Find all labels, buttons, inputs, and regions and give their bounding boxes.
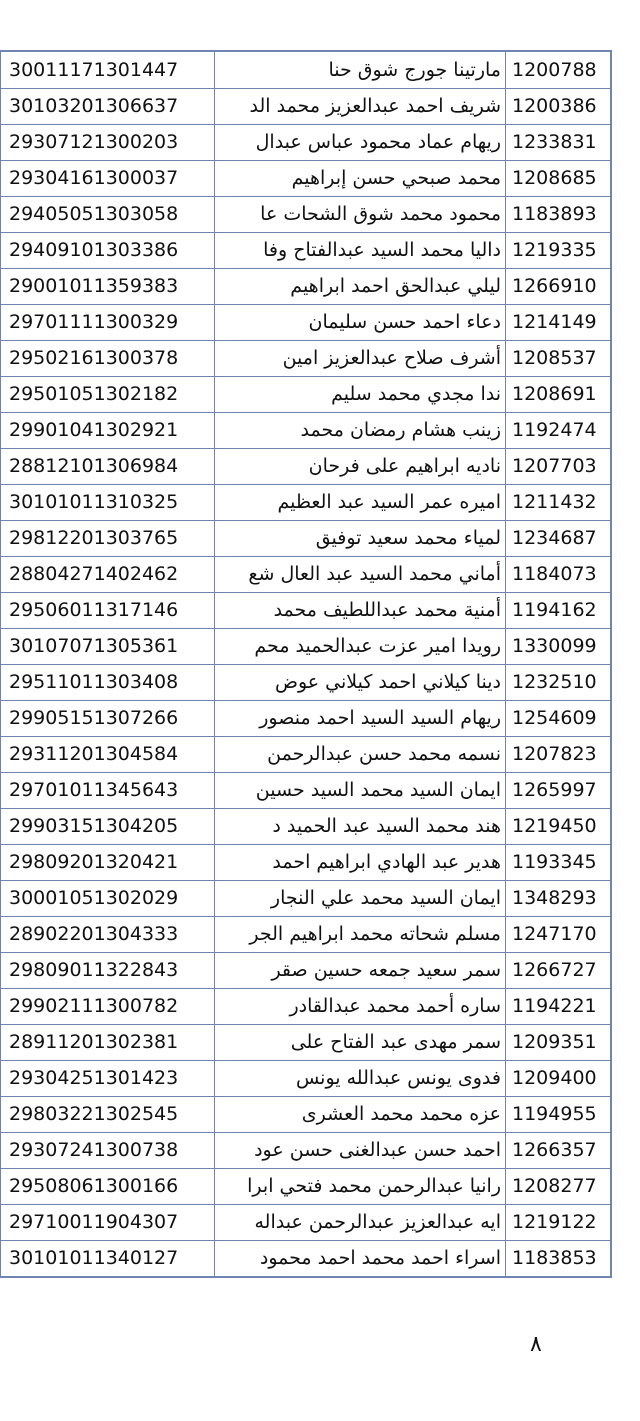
national-id-cell: 29307241300738 bbox=[1, 1132, 215, 1168]
national-id-cell: 30011171301447 bbox=[1, 52, 215, 88]
code-cell: 1194221 bbox=[506, 988, 611, 1024]
code-cell: 1330099 bbox=[506, 628, 611, 664]
code-cell: 1193345 bbox=[506, 844, 611, 880]
table-row bbox=[1, 412, 611, 448]
name-cell: محمد صبحي حسن إبراهيم bbox=[215, 160, 506, 196]
code-cell: 1208685 bbox=[506, 160, 611, 196]
table-row bbox=[1, 880, 611, 916]
table-row bbox=[1, 196, 611, 232]
name-cell: محمود محمد شوق الشحات عا bbox=[215, 196, 506, 232]
code-cell: 1265997 bbox=[506, 772, 611, 808]
code-cell: 1234687 bbox=[506, 520, 611, 556]
name-cell: ايه عبدالعزيز عبدالرحمن عبداله bbox=[215, 1204, 506, 1240]
table-row bbox=[1, 124, 611, 160]
code-cell: 1207823 bbox=[506, 736, 611, 772]
table-row bbox=[1, 808, 611, 844]
national-id-cell: 29701011345643 bbox=[1, 772, 215, 808]
national-id-cell: 29812201303765 bbox=[1, 520, 215, 556]
table-row bbox=[1, 1024, 611, 1060]
table-row bbox=[1, 664, 611, 700]
code-cell: 1266357 bbox=[506, 1132, 611, 1168]
table-row bbox=[1, 1132, 611, 1168]
national-id-cell: 29501051302182 bbox=[1, 376, 215, 412]
national-id-cell: 29901041302921 bbox=[1, 412, 215, 448]
national-id-cell: 30101011310325 bbox=[1, 484, 215, 520]
national-id-cell: 30101011340127 bbox=[1, 1240, 215, 1276]
table-row bbox=[1, 700, 611, 736]
name-cell: ريهام عماد محمود عباس عبدال bbox=[215, 124, 506, 160]
national-id-cell: 29809011322843 bbox=[1, 952, 215, 988]
national-id-cell: 29803221302545 bbox=[1, 1096, 215, 1132]
national-id-cell: 29304251301423 bbox=[1, 1060, 215, 1096]
name-cell: أماني محمد السيد عبد العال شع bbox=[215, 556, 506, 592]
name-cell: دعاء احمد حسن سليمان bbox=[215, 304, 506, 340]
code-cell: 1200386 bbox=[506, 88, 611, 124]
name-cell: رويدا امير عزت عبدالحميد محم bbox=[215, 628, 506, 664]
name-cell: هند محمد السيد عبد الحميد د bbox=[215, 808, 506, 844]
table-row bbox=[1, 1060, 611, 1096]
table-row bbox=[1, 916, 611, 952]
table-row bbox=[1, 484, 611, 520]
table-row bbox=[1, 304, 611, 340]
national-id-cell: 29405051303058 bbox=[1, 196, 215, 232]
national-id-cell: 28804271402462 bbox=[1, 556, 215, 592]
employee-table bbox=[0, 50, 612, 1278]
national-id-cell: 29307121300203 bbox=[1, 124, 215, 160]
name-cell: ساره أحمد محمد عبدالقادر bbox=[215, 988, 506, 1024]
code-cell: 1219122 bbox=[506, 1204, 611, 1240]
table-row bbox=[1, 952, 611, 988]
table-row bbox=[1, 556, 611, 592]
table-row bbox=[1, 520, 611, 556]
code-cell: 1194955 bbox=[506, 1096, 611, 1132]
name-cell: هدير عبد الهادي ابراهيم احمد bbox=[215, 844, 506, 880]
name-cell: لمياء محمد سعيد توفيق bbox=[215, 520, 506, 556]
table-row bbox=[1, 844, 611, 880]
name-cell: داليا محمد السيد عبدالفتاح وفا bbox=[215, 232, 506, 268]
code-cell: 1247170 bbox=[506, 916, 611, 952]
code-cell: 1192474 bbox=[506, 412, 611, 448]
code-cell: 1266910 bbox=[506, 268, 611, 304]
name-cell: أمنية محمد عبداللطيف محمد bbox=[215, 592, 506, 628]
code-cell: 1209351 bbox=[506, 1024, 611, 1060]
name-cell: مسلم شحاته محمد ابراهيم الجر bbox=[215, 916, 506, 952]
code-cell: 1232510 bbox=[506, 664, 611, 700]
table-row bbox=[1, 1204, 611, 1240]
national-id-cell: 28902201304333 bbox=[1, 916, 215, 952]
national-id-cell: 29905151307266 bbox=[1, 700, 215, 736]
table-row bbox=[1, 268, 611, 304]
code-cell: 1348293 bbox=[506, 880, 611, 916]
name-cell: ايمان السيد محمد السيد حسين bbox=[215, 772, 506, 808]
code-cell: 1183853 bbox=[506, 1240, 611, 1276]
national-id-cell: 29311201304584 bbox=[1, 736, 215, 772]
table-row bbox=[1, 592, 611, 628]
code-cell: 1254609 bbox=[506, 700, 611, 736]
code-cell: 1208277 bbox=[506, 1168, 611, 1204]
table-row bbox=[1, 340, 611, 376]
name-cell: ليلي عبدالحق احمد ابراهيم bbox=[215, 268, 506, 304]
page-number: ٨ bbox=[530, 1332, 542, 1357]
name-cell: اسراء احمد محمد احمد محمود bbox=[215, 1240, 506, 1276]
national-id-cell: 28911201302381 bbox=[1, 1024, 215, 1060]
code-cell: 1266727 bbox=[506, 952, 611, 988]
name-cell: أشرف صلاح عبدالعزيز امين bbox=[215, 340, 506, 376]
table-row bbox=[1, 1168, 611, 1204]
code-cell: 1208691 bbox=[506, 376, 611, 412]
table-row bbox=[1, 88, 611, 124]
name-cell: عزه محمد محمد العشرى bbox=[215, 1096, 506, 1132]
code-cell: 1219450 bbox=[506, 808, 611, 844]
code-cell: 1214149 bbox=[506, 304, 611, 340]
name-cell: رانيا عبدالرحمن محمد فتحي ابرا bbox=[215, 1168, 506, 1204]
table-row bbox=[1, 160, 611, 196]
code-cell: 1184073 bbox=[506, 556, 611, 592]
national-id-cell: 29809201320421 bbox=[1, 844, 215, 880]
code-cell: 1200788 bbox=[506, 52, 611, 88]
national-id-cell: 29001011359383 bbox=[1, 268, 215, 304]
table-row bbox=[1, 628, 611, 664]
table-row bbox=[1, 1096, 611, 1132]
national-id-cell: 29701111300329 bbox=[1, 304, 215, 340]
national-id-cell: 29409101303386 bbox=[1, 232, 215, 268]
name-cell: دينا كيلاني احمد كيلاني عوض bbox=[215, 664, 506, 700]
name-cell: ندا مجدي محمد سليم bbox=[215, 376, 506, 412]
table-row bbox=[1, 232, 611, 268]
national-id-cell: 29511011303408 bbox=[1, 664, 215, 700]
name-cell: شريف احمد عبدالعزيز محمد الد bbox=[215, 88, 506, 124]
national-id-cell: 29508061300166 bbox=[1, 1168, 215, 1204]
national-id-cell: 29502161300378 bbox=[1, 340, 215, 376]
table-row bbox=[1, 376, 611, 412]
name-cell: نسمه محمد حسن عبدالرحمن bbox=[215, 736, 506, 772]
name-cell: مارتينا جورج شوق حنا bbox=[215, 52, 506, 88]
table-row bbox=[1, 772, 611, 808]
code-cell: 1183893 bbox=[506, 196, 611, 232]
national-id-cell: 29506011317146 bbox=[1, 592, 215, 628]
national-id-cell: 29304161300037 bbox=[1, 160, 215, 196]
national-id-cell: 30001051302029 bbox=[1, 880, 215, 916]
table-body bbox=[1, 52, 611, 1276]
code-cell: 1194162 bbox=[506, 592, 611, 628]
table-row bbox=[1, 736, 611, 772]
table-row bbox=[1, 1240, 611, 1276]
code-cell: 1208537 bbox=[506, 340, 611, 376]
national-id-cell: 30107071305361 bbox=[1, 628, 215, 664]
table-row bbox=[1, 988, 611, 1024]
name-cell: سمر مهدى عبد الفتاح على bbox=[215, 1024, 506, 1060]
table-row bbox=[1, 52, 611, 88]
name-cell: احمد حسن عبدالغنى حسن عود bbox=[215, 1132, 506, 1168]
name-cell: زينب هشام رمضان محمد bbox=[215, 412, 506, 448]
name-cell: فدوى يونس عبدالله يونس bbox=[215, 1060, 506, 1096]
name-cell: ايمان السيد محمد علي النجار bbox=[215, 880, 506, 916]
name-cell: ناديه ابراهيم على فرحان bbox=[215, 448, 506, 484]
name-cell: سمر سعيد جمعه حسين صقر bbox=[215, 952, 506, 988]
national-id-cell: 30103201306637 bbox=[1, 88, 215, 124]
table-row bbox=[1, 448, 611, 484]
code-cell: 1209400 bbox=[506, 1060, 611, 1096]
national-id-cell: 28812101306984 bbox=[1, 448, 215, 484]
code-cell: 1211432 bbox=[506, 484, 611, 520]
national-id-cell: 29710011904307 bbox=[1, 1204, 215, 1240]
code-cell: 1219335 bbox=[506, 232, 611, 268]
name-cell: ريهام السيد السيد احمد منصور bbox=[215, 700, 506, 736]
code-cell: 1207703 bbox=[506, 448, 611, 484]
national-id-cell: 29903151304205 bbox=[1, 808, 215, 844]
code-cell: 1233831 bbox=[506, 124, 611, 160]
national-id-cell: 29902111300782 bbox=[1, 988, 215, 1024]
name-cell: اميره عمر السيد عبد العظيم bbox=[215, 484, 506, 520]
